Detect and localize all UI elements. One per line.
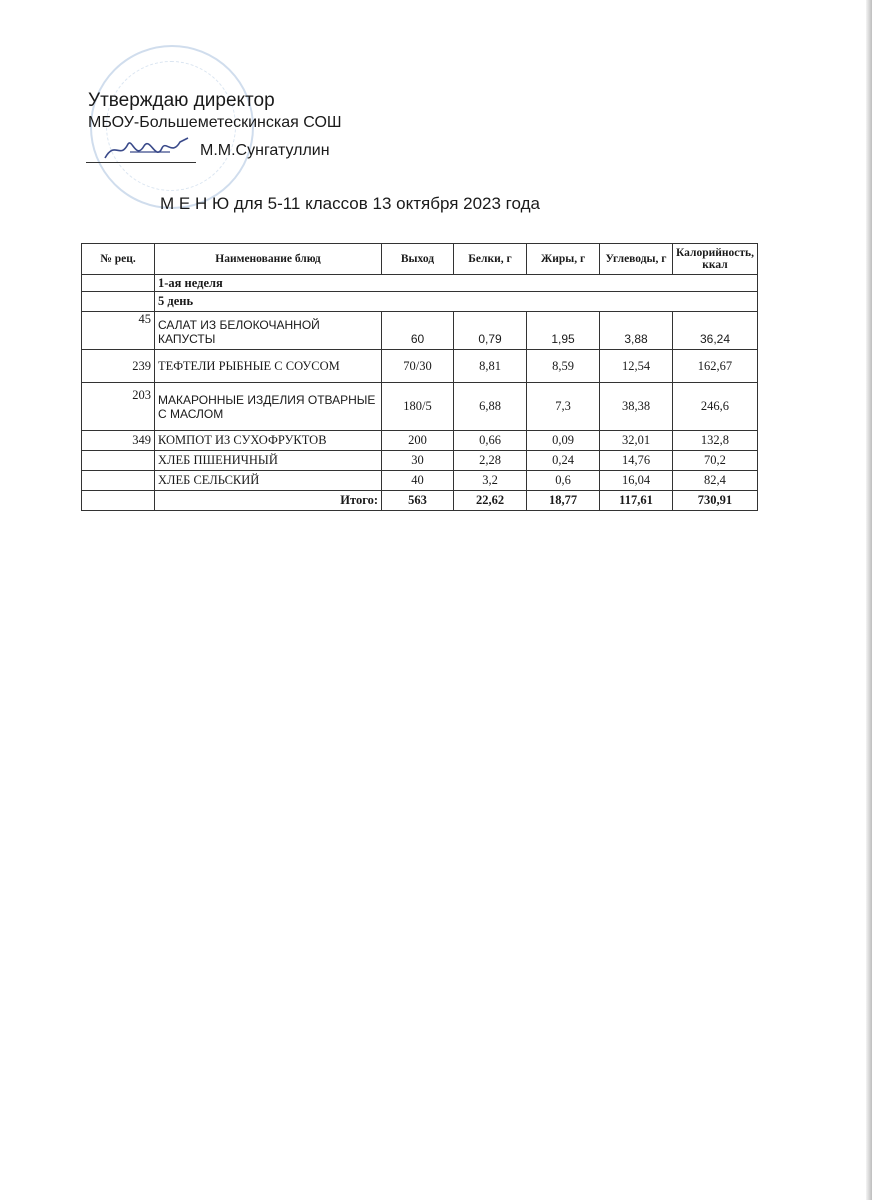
rec-cell: 45 bbox=[82, 312, 155, 350]
table-header-row bbox=[82, 244, 758, 275]
kcal-cell: 36,24 bbox=[673, 312, 758, 350]
kcal-cell: 246,6 bbox=[673, 383, 758, 431]
approve-heading: Утверждаю директор bbox=[88, 90, 275, 111]
rec-cell bbox=[82, 451, 155, 471]
table-row bbox=[82, 383, 758, 431]
carbs-cell: 38,38 bbox=[600, 383, 673, 431]
col-protein-header: Белки, г bbox=[454, 244, 527, 275]
fat-cell: 0,09 bbox=[527, 431, 600, 451]
table-row bbox=[82, 451, 758, 471]
total-fat: 18,77 bbox=[527, 491, 600, 511]
table-row bbox=[82, 431, 758, 451]
dish-name: ХЛЕБ ПШЕНИЧНЫЙ bbox=[155, 451, 382, 471]
total-row bbox=[82, 491, 758, 511]
col-rec-header: № рец. bbox=[82, 244, 155, 275]
scan-edge bbox=[866, 0, 872, 1200]
total-protein: 22,62 bbox=[454, 491, 527, 511]
kcal-cell: 70,2 bbox=[673, 451, 758, 471]
carbs-cell: 32,01 bbox=[600, 431, 673, 451]
protein-cell: 8,81 bbox=[454, 350, 527, 383]
day-label: 5 день bbox=[155, 292, 758, 312]
menu-table bbox=[81, 243, 758, 511]
protein-cell: 2,28 bbox=[454, 451, 527, 471]
director-name: М.М.Сунгатуллин bbox=[200, 142, 330, 159]
kcal-cell: 82,4 bbox=[673, 471, 758, 491]
total-out: 563 bbox=[382, 491, 454, 511]
dish-name: КОМПОТ ИЗ СУХОФРУКТОВ bbox=[155, 431, 382, 451]
kcal-cell: 162,67 bbox=[673, 350, 758, 383]
fat-cell: 8,59 bbox=[527, 350, 600, 383]
day-row bbox=[82, 292, 758, 312]
protein-cell: 3,2 bbox=[454, 471, 527, 491]
table-row bbox=[82, 312, 758, 350]
dish-name: МАКАРОННЫЕ ИЗДЕЛИЯ ОТВАРНЫЕ С МАСЛОМ bbox=[155, 383, 382, 431]
dish-name: ХЛЕБ СЕЛЬСКИЙ bbox=[155, 471, 382, 491]
protein-cell: 6,88 bbox=[454, 383, 527, 431]
col-kcal-header: Калорийность, ккал bbox=[673, 244, 758, 275]
total-label: Итого: bbox=[155, 491, 382, 511]
table-row bbox=[82, 471, 758, 491]
col-name-header: Наименование блюд bbox=[155, 244, 382, 275]
total-kcal: 730,91 bbox=[673, 491, 758, 511]
carbs-cell: 16,04 bbox=[600, 471, 673, 491]
out-cell: 60 bbox=[382, 312, 454, 350]
carbs-cell: 14,76 bbox=[600, 451, 673, 471]
week-row bbox=[82, 275, 758, 292]
dish-name: САЛАТ ИЗ БЕЛОКОЧАННОЙ КАПУСТЫ bbox=[155, 312, 382, 350]
kcal-cell: 132,8 bbox=[673, 431, 758, 451]
dish-name: ТЕФТЕЛИ РЫБНЫЕ С СОУСОМ bbox=[155, 350, 382, 383]
protein-cell: 0,66 bbox=[454, 431, 527, 451]
week-label: 1-ая неделя bbox=[155, 275, 758, 292]
school-name: МБОУ-Большеметескинская СОШ bbox=[88, 114, 342, 131]
fat-cell: 0,6 bbox=[527, 471, 600, 491]
col-fat-header: Жиры, г bbox=[527, 244, 600, 275]
table-row bbox=[82, 350, 758, 383]
out-cell: 200 bbox=[382, 431, 454, 451]
carbs-cell: 3,88 bbox=[600, 312, 673, 350]
protein-cell: 0,79 bbox=[454, 312, 527, 350]
rec-cell: 349 bbox=[82, 431, 155, 451]
carbs-cell: 12,54 bbox=[600, 350, 673, 383]
out-cell: 70/30 bbox=[382, 350, 454, 383]
rec-cell: 239 bbox=[82, 350, 155, 383]
fat-cell: 0,24 bbox=[527, 451, 600, 471]
col-out-header: Выход bbox=[382, 244, 454, 275]
total-carbs: 117,61 bbox=[600, 491, 673, 511]
out-cell: 30 bbox=[382, 451, 454, 471]
out-cell: 40 bbox=[382, 471, 454, 491]
signature-icon bbox=[100, 130, 200, 170]
fat-cell: 1,95 bbox=[527, 312, 600, 350]
rec-cell: 203 bbox=[82, 383, 155, 431]
col-carbs-header: Углеводы, г bbox=[600, 244, 673, 275]
rec-cell bbox=[82, 471, 155, 491]
fat-cell: 7,3 bbox=[527, 383, 600, 431]
menu-title: М Е Н Ю для 5-11 классов 13 октября 2023 года bbox=[160, 194, 540, 213]
out-cell: 180/5 bbox=[382, 383, 454, 431]
